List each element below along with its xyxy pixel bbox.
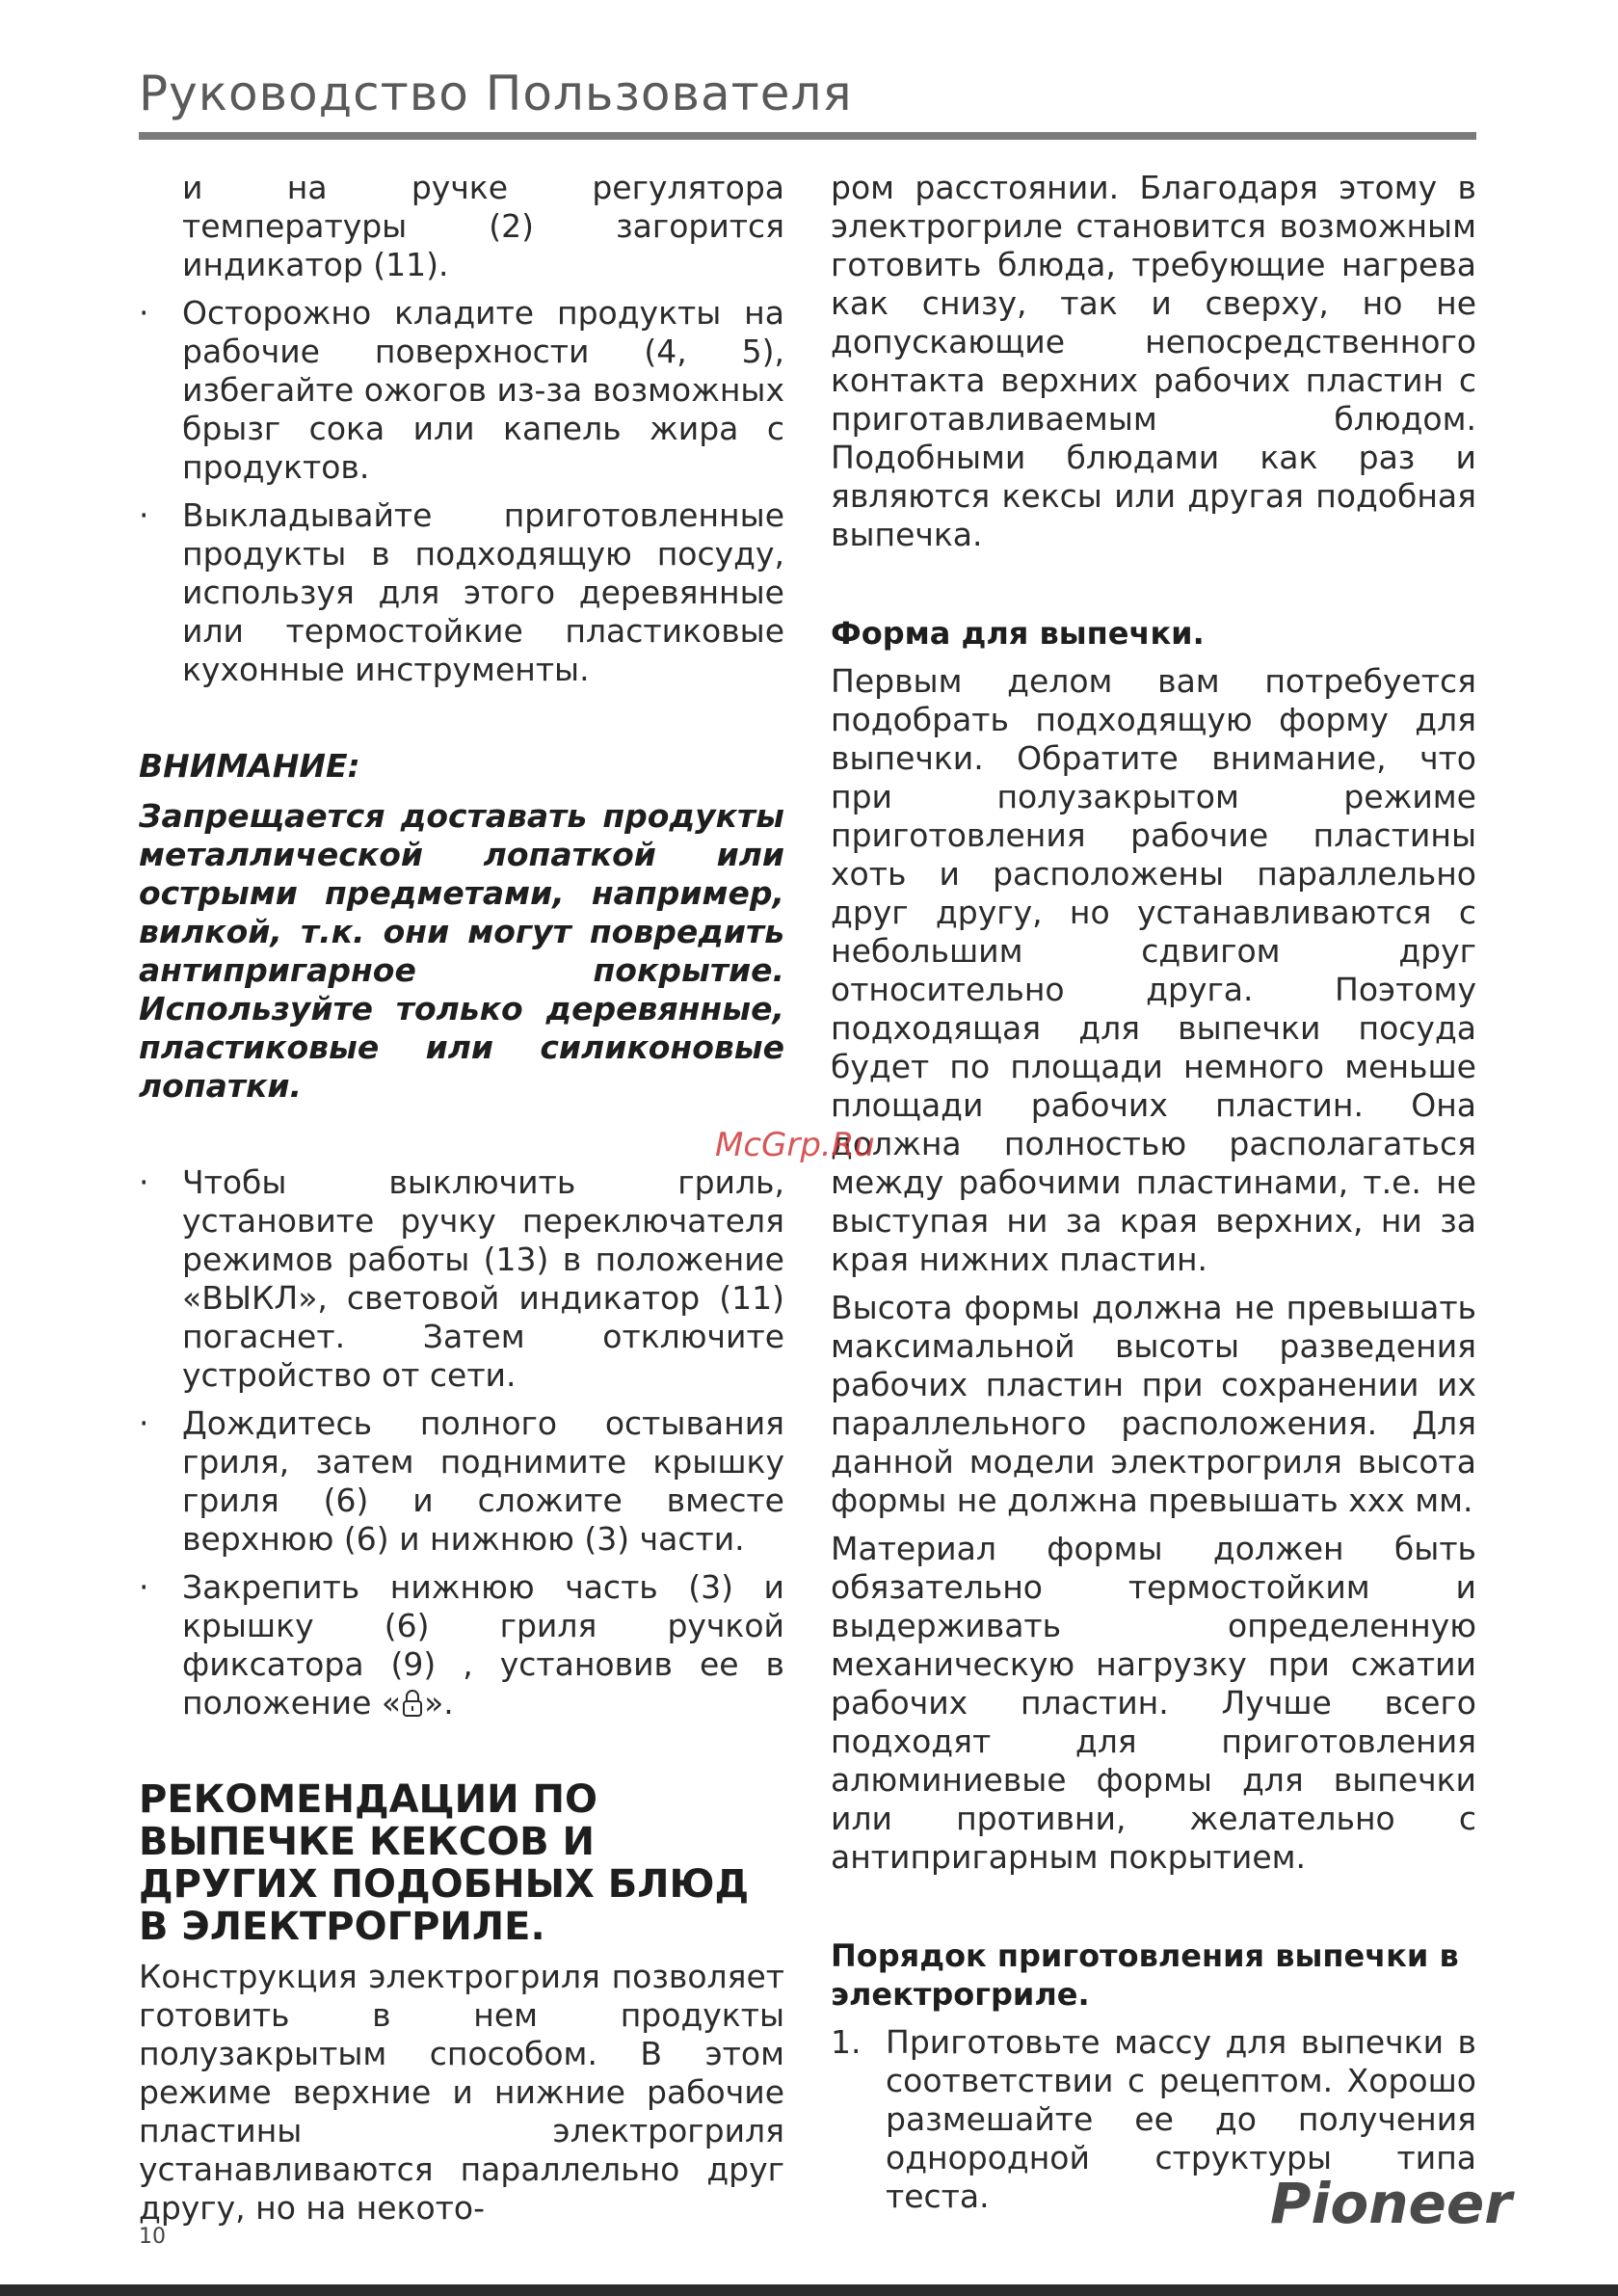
paragraph: Высота формы должна не превышать максимальной высоты разведения рабочих пластин при сохранении их параллельного расположения. Для данной модели электрогриля высота формы не должна превышать ххх мм. xyxy=(831,1289,1476,1519)
warning-title: ВНИМАНИЕ: xyxy=(139,747,360,785)
bullet-text: Чтобы выключить гриль, установите ручку переключателя режимов работы (13) в положение «ВЫКЛ», световой индикатор (11) погаснет. Затем отключите устройство от сети. xyxy=(182,1163,784,1394)
right-column xyxy=(831,169,1476,2216)
brand-logo: Pioneer xyxy=(1270,2171,1512,2236)
bullet-dot: · xyxy=(139,1404,149,1442)
bullet-item xyxy=(139,1568,784,1724)
lock-icon xyxy=(401,1689,424,1721)
step-number: 1. xyxy=(831,2023,862,2061)
header-divider xyxy=(139,132,1476,140)
section-text: Конструкция электрогриля позволяет готовить в нем продукты полузакрытым способом. В этом режиме верхние и нижние рабочие пластины электрогриля устанавливаются параллельно друг другу, но на некото- xyxy=(139,1958,784,2227)
bullet-item xyxy=(139,294,784,487)
bottom-bar xyxy=(0,2284,1618,2296)
continuation-text: ром расстоянии. Благодаря этому в электрогриле становится возможным готовить блюда, требующие нагрева как снизу, так и сверху, но не допускающие непосредственного контакта верхних рабочих пластин с приготавливаемым блюдом. Подобными блюдами как раз и являются кексы или другая подобная выпечка. xyxy=(831,169,1476,553)
section-heading: РЕКОМЕНДАЦИИ ПО ВЫПЕЧКЕ КЕКСОВ И ДРУГИХ ПОДОБНЫХ БЛЮД В ЭЛЕКТРОГРИЛЕ. xyxy=(139,1777,750,1949)
bullet-item xyxy=(139,1404,784,1559)
continuation-text: и на ручке регулятора температуры (2) загорится индикатор (11). xyxy=(182,169,784,283)
warning-body: Запрещается доставать продукты металлической лопаткой или острыми предметами, например, вилкой, т.к. они могут повредить антипригарное покрытие. Используйте только деревянные, пластиковые или силиконовые лопатки. xyxy=(139,797,784,1105)
bullet-text: Закрепить нижнюю часть (3) и крышку (6) гриля ручкой фиксатора (9) , установив ее в положение « xyxy=(182,1568,784,1722)
bullet-dot: · xyxy=(139,1163,149,1201)
bullet-text-end: ». xyxy=(424,1684,454,1722)
bullet-text: Дождитесь полного остывания гриля, затем поднимите крышку гриля (6) и сложите вместе верхнюю (6) и нижнюю (3) части. xyxy=(182,1404,784,1558)
subheading-baking-order: Порядок приготовления выпечки в электрогриле. xyxy=(831,1937,1459,2013)
watermark: McGrp.Ru xyxy=(715,1126,875,1164)
bullet-text: Осторожно кладите продукты на рабочие поверхности (4, 5), избегайте ожогов из-за возможных брызг сока или капель жира с продуктов. xyxy=(182,294,784,486)
bullet-item xyxy=(139,496,784,689)
bullet-dot: · xyxy=(139,294,149,332)
left-column xyxy=(139,169,784,2228)
page-number: 10 xyxy=(139,2225,166,2249)
bullet-text: Выкладывайте приготовленные продукты в подходящую посуду, используя для этого деревянные или термостойкие пластиковые кухонные инструменты. xyxy=(182,496,784,688)
bullet-dot: · xyxy=(139,496,149,534)
bullet-item xyxy=(139,1163,784,1395)
paragraph: Материал формы должен быть обязательно термостойким и выдерживать определенную механическую нагрузку при сжатии рабочих пластин. Лучше всего подходят для приготовления алюминиевые формы для выпечки или противни, желательно с антипригарным покрытием. xyxy=(831,1530,1476,1876)
bullet-dot: · xyxy=(139,1568,149,1606)
step-text: Приготовьте массу для выпечки в соответствии с рецептом. Хорошо размешайте ее до получения однородной структуры типа теста. xyxy=(886,2023,1476,2215)
page-header-title: Руководство Пользователя xyxy=(139,66,853,121)
subheading-baking-form: Форма для выпечки. xyxy=(831,615,1205,652)
paragraph: Первым делом вам потребуется подобрать подходящую форму для выпечки. Обратите внимание, что при полузакрытом режиме приготовления рабочие пластины хоть и расположены параллельно друг другу, но устанавливаются с небольшим сдвигом друг относительно друга. Поэтому подходящая для выпечки посуда будет по площади немного меньше площади рабочих пластин. Она должна полностью располагаться между рабочими пластинами, т.е. не выступая ни за края верхних, ни за края нижних пластин. xyxy=(831,662,1476,1278)
